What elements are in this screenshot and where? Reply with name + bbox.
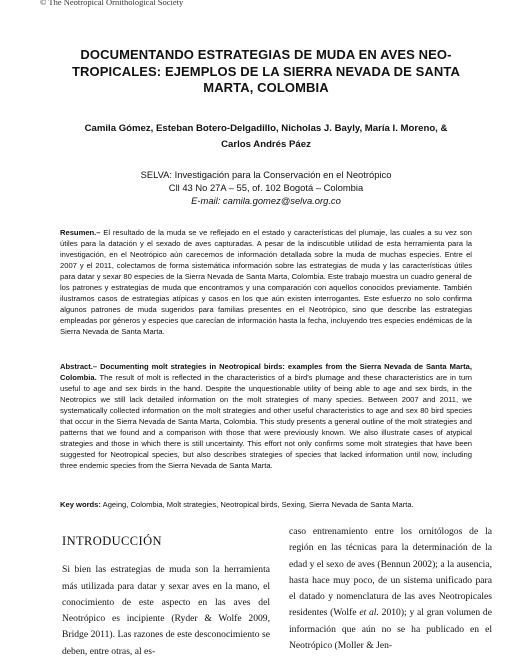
author-list: Camila Gómez, Esteban Botero-Delgadillo, Nicholas J. Bayly, María I. Moreno, & Carlos Andrés Páez bbox=[84, 123, 448, 150]
affiliation-institution: SELVA: Investigación para la Conservación en el Neotrópico bbox=[140, 169, 392, 180]
intro-heading: INTRODUCCIÓN bbox=[62, 534, 162, 548]
keywords-label: Key words: bbox=[60, 500, 101, 509]
resumen-text: El resultado de la muda se ve reflejado en el estado y características del plumaje, las cuales a su vez son útiles para la datación y el sexado de aves capturadas. A pesar de la indiscutible utilidad de esta herramienta para la investigación, en el Neotrópico aún carecemos de información detallada sobre la muda de muchas especies. Entre el 2007 y el 2011, colectamos de forma sistemática información sobre las estrategias de muda y las características útiles para datar y sexar 80 especies de la Sierra Nevada de Santa Marta, Colombia. Este trabajo muestra un cuadro general de los patrones y estrategias de muda que encontramos y una comparación con aquellos conocidos previamente. También ilustramos casos de estrategias atípicas y casos en los que aún existen interrogantes. Este esfuerzo no solo confirma algunos patrones de muda sugeridos para familias presentes en el Neotrópico, sino que describe las estrategias empleadas por géneros y especies que carecían de información hasta la fecha, incluyendo tres especies endémicas de la Sierra Nevada de Santa Marta. bbox=[60, 228, 472, 336]
intro-right-text-1: caso entrenamiento entre los ornitólogos de la región en las técnicas para la determinación de la edad y el sexo de aves (Bennun 2002); a la ausencia, hasta hace muy poco, de un sistema unificado para el datado y nomenclatura de las aves Neotropicales residentes (Wolfe bbox=[289, 526, 492, 619]
keywords-text: Ageing, Colombia, Molt strategies, Neotropical birds, Sexing, Sierra Nevada de Santa Marta. bbox=[100, 500, 414, 509]
intro-left-column bbox=[62, 533, 270, 660]
intro-right-column bbox=[289, 524, 492, 654]
abstract-text: The result of molt is reflected in the characteristics of a bird's plumage and these characteristics are in turn useful to age and sex birds in the hand. Despite the unquestionable utility of being able to age and sex birds, in the Neotropics we still lack detailed information on the molt strategies of many species. Between 2007 and 2011, we systematically collected information on the molt strategies and other useful characteristics to age and sex 80 bird species that occur in the Sierra Nevada de Santa Marta, Colombia. This study presents a general outline of the molt strategies and patterns that we found and a comparison with those that were previously known. We also illustrate cases of atypical strategies and those in which there is still uncertainty. This effort not only confirms some molt strategies that have been suggested for Neotropical species, but also describes strategies of species that lacked information until now, including three endemic species from the Sierra Nevada de Santa Marta. bbox=[60, 373, 472, 470]
abstract-paragraph bbox=[60, 361, 472, 471]
abstract-label: Abstract.– Documenting molt strategies in Neotropical birds: examples from the Sierra Nevada de Santa Marta, Colombia. bbox=[60, 362, 472, 382]
affiliation bbox=[100, 168, 432, 207]
intro-right-text-2: 2010); y al gran volumen de información que aún no se ha publicado en el Neotrópico (Moller & Jen- bbox=[289, 607, 492, 652]
affiliation-address: Cll 43 No 27A – 55, of. 102 Bogotá – Colombia bbox=[168, 182, 364, 193]
affiliation-email[interactable]: E-mail: camila.gomez@selva.org.co bbox=[191, 195, 341, 206]
intro-left-text: Si bien las estrategias de muda son la herramienta más utilizada para datar y sexar aves en la mano, el conocimiento de este aspecto en las aves del Neotrópico es incipiente (Ryder & Wolfe 2009, Bridge 2011). Las razones de este desconocimiento se deben, entre otras, al es- bbox=[62, 564, 270, 657]
resumen-paragraph bbox=[60, 227, 472, 337]
intro-right-etal: et al. bbox=[359, 607, 379, 619]
paper-title: DOCUMENTANDO ESTRATEGIAS DE MUDA EN AVES NEO-TROPICALES: EJEMPLOS DE LA SIERRA NEVADA DE SANTA MARTA, COLOMBIA bbox=[72, 47, 460, 95]
keywords-line bbox=[60, 499, 472, 510]
society-header: © The Neotropical Ornithological Society bbox=[40, 0, 184, 7]
resumen-label: Resumen.– bbox=[60, 228, 101, 237]
